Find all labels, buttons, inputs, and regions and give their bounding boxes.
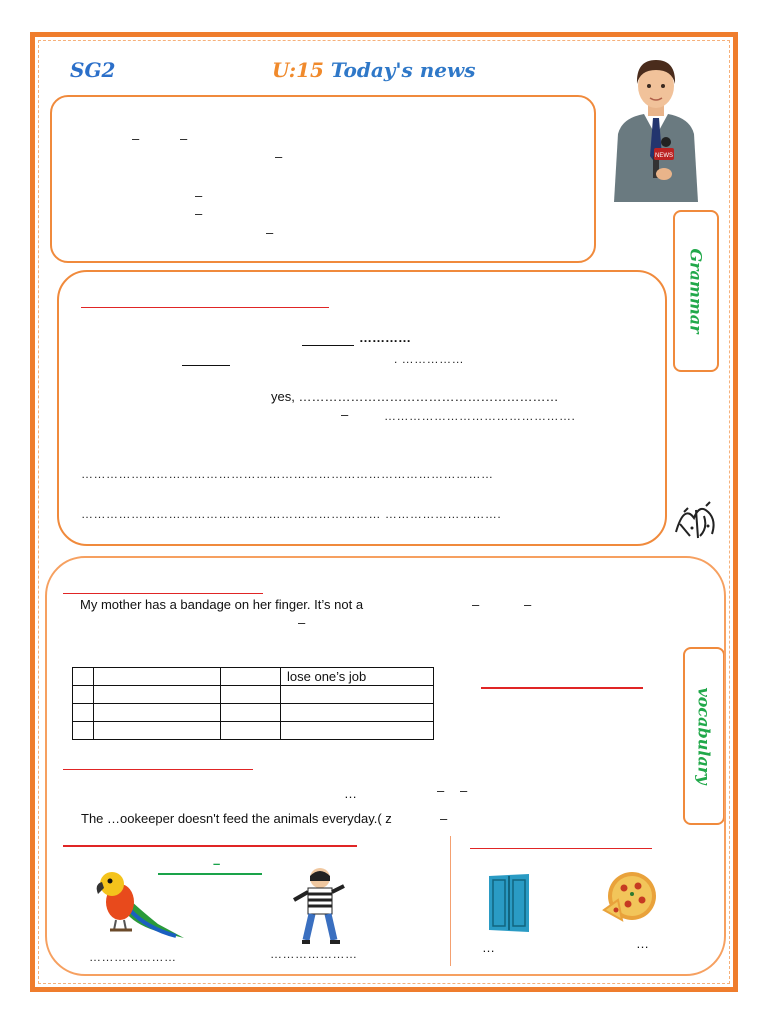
table-cell[interactable] bbox=[281, 704, 434, 722]
green-dash: – bbox=[213, 856, 221, 871]
news-reporter-image bbox=[606, 56, 706, 202]
vocab-dash-6: – bbox=[440, 811, 448, 826]
dash-6: – bbox=[266, 225, 274, 240]
table-cell[interactable] bbox=[221, 722, 281, 740]
dash-3: – bbox=[275, 149, 283, 164]
vocab-heading-line-4 bbox=[63, 845, 357, 847]
table-cell[interactable] bbox=[94, 704, 221, 722]
table-cell[interactable] bbox=[94, 686, 221, 704]
table-row bbox=[73, 722, 434, 740]
pizza-image bbox=[602, 870, 658, 924]
grammar-yes-line: yes, …………………………………………………… bbox=[271, 389, 559, 404]
vocab-divider bbox=[450, 836, 451, 966]
vocab-dash-5: – bbox=[460, 783, 468, 798]
grammar-box bbox=[57, 270, 667, 546]
thief-image bbox=[288, 866, 348, 948]
grammar-answer-line-1[interactable]: ……………………………………………………………………………………… bbox=[81, 467, 494, 481]
thief-answer-dots[interactable]: ………………… bbox=[270, 947, 358, 961]
vocab-sentence-2: The …ookeeper doesn't feed the animals everyday.( z bbox=[81, 811, 392, 826]
vocab-heading-line-2 bbox=[481, 687, 643, 689]
grammar-tab bbox=[673, 210, 719, 372]
table-cell[interactable] bbox=[73, 722, 94, 740]
table-cell[interactable] bbox=[221, 668, 281, 686]
vocab-dash-3: – bbox=[298, 615, 306, 630]
table-cell[interactable] bbox=[281, 722, 434, 740]
vocab-dash-2: – bbox=[524, 597, 532, 612]
svg-text:NEWS: NEWS bbox=[655, 153, 673, 159]
grammar-heading-line bbox=[81, 307, 329, 308]
vocab-heading-line-5 bbox=[470, 848, 652, 849]
dash-5: – bbox=[195, 206, 203, 221]
grammar-dash: – bbox=[341, 407, 349, 422]
vocab-ellipsis: … bbox=[344, 786, 357, 801]
intro-box bbox=[50, 95, 596, 263]
blank-line-1 bbox=[302, 345, 354, 346]
unit-label: U:15 bbox=[272, 58, 324, 82]
table-cell[interactable] bbox=[94, 722, 221, 740]
table-cell[interactable] bbox=[221, 686, 281, 704]
dash-1: – bbox=[132, 131, 140, 146]
table-row bbox=[73, 704, 434, 722]
grammar-dots-3: ………………………………………. bbox=[384, 409, 576, 423]
table-cell[interactable] bbox=[73, 704, 94, 722]
vocab-sentence-1: My mother has a bandage on her finger. It’s not a bbox=[80, 597, 364, 612]
table-cell[interactable] bbox=[73, 668, 94, 686]
table-row bbox=[73, 686, 434, 704]
dash-2: – bbox=[180, 131, 188, 146]
calligraphy-seal-image bbox=[670, 498, 720, 542]
blank-line-2 bbox=[182, 365, 230, 366]
header-code: SG2 bbox=[70, 58, 116, 82]
door-image bbox=[485, 872, 533, 934]
table-row bbox=[73, 668, 434, 686]
header-title bbox=[272, 58, 476, 82]
vocabulary-tab-label: vocabulary bbox=[694, 687, 714, 785]
vocab-heading-line-1 bbox=[63, 593, 263, 594]
table-cell[interactable] bbox=[94, 668, 221, 686]
vocab-table bbox=[72, 667, 434, 740]
grammar-answer-line-2[interactable]: ……………………………………………………………… ………………………. bbox=[81, 507, 502, 521]
parrot-answer-dots[interactable]: ………………… bbox=[89, 950, 177, 964]
table-cell[interactable] bbox=[281, 686, 434, 704]
vocab-heading-line-3 bbox=[63, 769, 253, 770]
door-answer-dots[interactable]: … bbox=[482, 940, 495, 955]
vocab-dash-4: – bbox=[437, 783, 445, 798]
parrot-image bbox=[90, 870, 188, 940]
grammar-dots-2: . …………… bbox=[394, 352, 465, 366]
table-cell[interactable] bbox=[73, 686, 94, 704]
table-cell: lose one’s job bbox=[281, 668, 434, 686]
grammar-dots-1: ………… bbox=[359, 330, 411, 345]
table-cell[interactable] bbox=[221, 704, 281, 722]
title-label: Today's news bbox=[330, 58, 476, 82]
grammar-tab-label: Grammar bbox=[686, 248, 706, 334]
pizza-answer-dots[interactable]: … bbox=[636, 936, 649, 951]
vocab-dash-1: – bbox=[472, 597, 480, 612]
dash-4: – bbox=[195, 188, 203, 203]
